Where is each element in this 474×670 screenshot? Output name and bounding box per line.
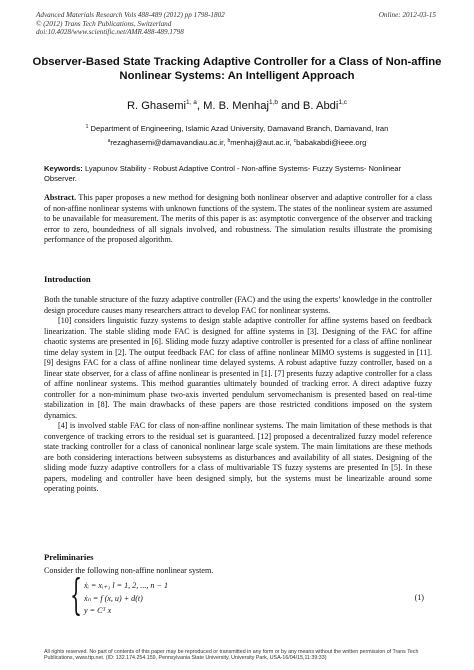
author-name: R. Ghasemi	[126, 100, 186, 112]
preliminaries-heading: Preliminaries	[44, 552, 94, 562]
equation-line: ẋₙ = f (x, u) + d(t)	[84, 594, 143, 603]
preliminaries-intro: Consider the following non-affine nonlinear system.	[44, 566, 214, 575]
copyright-footer: All rights reserved. No part of contents of this paper may be reproduced or transmitted in any form or by any means without the written permission of Trans Tech Publications, www.ttp.net. (ID: 132.174.254.159, Pennsylvania State University, University Park, USA-16/04/15,11:39:33)	[44, 649, 419, 662]
author-separator: ,	[196, 100, 204, 112]
doi: doi:10.4028/www.scientific.net/AMR.488-489.1798	[36, 28, 184, 37]
author-superscript: 1, a	[186, 99, 197, 106]
email-link[interactable]: babakabdi@ieee.org	[296, 138, 367, 147]
online-date: Online: 2012-03-15	[378, 11, 436, 19]
affiliation-superscript: 1	[85, 124, 89, 130]
equation-line: ẋᵢ = xᵢ₊₁ l = 1, 2, ..., n − 1	[84, 581, 169, 590]
paper-title: Observer-Based State Tracking Adaptive Controller for a Class of Non-affine Nonlinear Systems: An Intelligent Approach	[32, 56, 442, 82]
keywords-label: Keywords:	[44, 164, 83, 173]
equation-number: (1)	[414, 593, 424, 602]
abstract	[44, 193, 432, 246]
journal-metadata	[36, 11, 356, 37]
author-superscript: 1,c	[338, 99, 348, 106]
abstract-label: Abstract.	[44, 193, 77, 202]
keywords-text: Lyapunov Stability - Robust Adaptive Control - Non-affine Systems- Fuzzy Systems- Nonlinear Observer.	[44, 164, 402, 183]
equation-1	[70, 570, 432, 620]
email-superscript: c	[293, 138, 297, 144]
email-link[interactable]: menhaj@aut.ac.ir,	[230, 138, 294, 147]
author-name: B. Abdi	[302, 100, 339, 112]
paragraph: Both the tunable structure of the fuzzy adaptive controller (FAC) and the using the experts’ knowledge in the controller design procedure causes many researchers attract to develop FAC for nonlinear systems.	[44, 295, 432, 315]
keywords	[44, 164, 432, 183]
journal-citation: Advanced Materials Research Vols 488-489 (2012) pp 1798-1802	[36, 11, 225, 19]
introduction-body	[44, 295, 432, 495]
copyright-notice: © (2012) Trans Tech Publications, Switzerland	[36, 19, 172, 28]
affiliation	[30, 124, 444, 133]
introduction-heading: Introduction	[44, 274, 91, 284]
equation-line: y = Cᵀ x	[84, 606, 112, 615]
author-list	[30, 100, 444, 113]
affiliation-text: Department of Engineering, Islamic Azad University, Damavand Branch, Damavand, Iran	[90, 124, 389, 133]
email-superscript: b	[227, 138, 231, 144]
author-emails	[30, 138, 444, 147]
email-superscript: a	[107, 138, 111, 144]
email-link[interactable]: rezaghasemi@damavandiau.ac.ir,	[110, 138, 228, 147]
author-name: M. B. Menhaj	[203, 100, 269, 112]
abstract-text: This paper proposes a new method for designing both nonlinear observer and adaptive controller for a class of non-affine nonlinear systems with unknown functions of the system. The states of the nonlinear system are assumed to be unavailable for measurement. The merits of this paper is as: asymptotic convergence of the observer and tracking error to zero, boundedness of all signals involved, and robustness. The simulation results illustrate the promising performance of the proposed algorithm.	[44, 193, 432, 244]
author-separator: and	[278, 100, 303, 112]
equation-brace: {	[70, 570, 83, 619]
paragraph: [4] is involved stable FAC for class of non-affine nonlinear systems. The main limitation of these methods is that convergence of tracking errors to the residual set is guaranteed. [12] proposed a decentralized fuzzy model reference state tracking controller for a class of canonical nonlinear large scale system. The main limitations are these methods are both considering interactions between subsystems as disturbances and availability of all states. Designing of the sliding mode fuzzy adaptive controllers for a class of multivariable TS fuzzy systems are presented In [5]. In these papers, modeling and controller have been designed simply, but the systems must be linearizable around some operating points.	[44, 421, 432, 493]
paragraph: [10] considers linguistic fuzzy systems to design stable adaptive controller for affine systems based on feedback linearization. The stable sliding mode FAC is designed for affine systems in [3]. Designing of the FAC for affine chaotic systems are presented in [6]. Sliding mode fuzzy adaptive controller is presented for a class of affine nonlinear time delay system in [2]. The output feedback FAC for class of affine nonlinear MIMO systems is suggested in [11]. [9] designs FAC for a class of affine nonlinear time delayed systems. A robust adaptive fuzzy controller, based on a linear state observer, for a class of affine nonlinear is presented in [1]. [7] presents fuzzy adaptive controller for a class of affine nonlinear systems. This method guaranties ultimately bounded of tracking error. A direct adaptive fuzzy controller for a non-minimum phase two-axis inverted pendulum servomechanism is presented based on real-time stabilization in [8]. The main drawbacks of these papers are those restricted conditions imposed on the system dynamics.	[44, 316, 432, 420]
author-superscript: 1,b	[268, 99, 279, 106]
